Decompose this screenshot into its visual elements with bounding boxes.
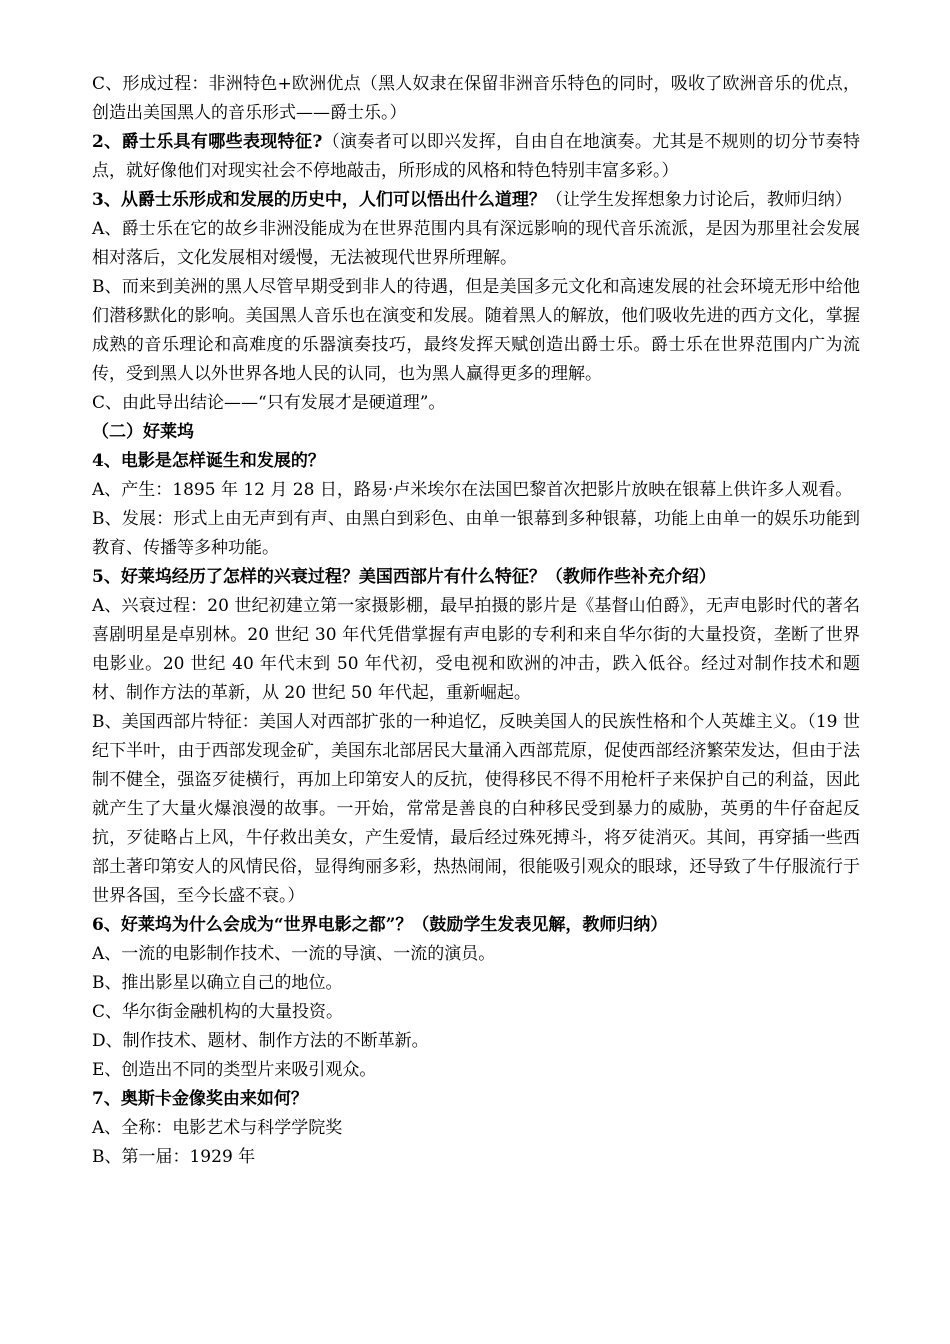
question-heading: 4、电影是怎样诞生和发展的？ <box>92 451 325 471</box>
list-item: E、创造出不同的类型片来吸引观众。 <box>92 1060 377 1080</box>
list-item: C、华尔街金融机构的大量投资。 <box>92 1002 344 1022</box>
paragraph-text: A、产生：1895 年 12 月 28 日，路易·卢米埃尔在法国巴黎首次把影片放映在银幕上供许多人观看。 <box>92 480 853 500</box>
list-item: D、制作技术、题材、制作方法的不断革新。 <box>92 1031 429 1051</box>
section-title: （二）好莱坞 <box>92 422 194 442</box>
paragraph-7a <box>92 1114 860 1143</box>
question-heading: 5、好莱坞经历了怎样的兴衰过程？美国西部片有什么特征？（教师作些补充介绍） <box>92 567 716 587</box>
list-item: A、一流的电影制作技术、一流的导演、一流的演员。 <box>92 944 496 964</box>
question-answer: （演奏者可以即兴发挥，自由自在地演奏。尤其是不规则的切分节奏特点，就好像他们对现实社会不停地敲击，所形成的风格和特色特别丰富多彩。） <box>92 132 860 181</box>
paragraph-6d <box>92 1027 860 1056</box>
paragraph-6e <box>92 1056 860 1085</box>
section-heading-hollywood <box>92 418 860 447</box>
paragraph-3c <box>92 389 860 418</box>
question-answer: （让学生发挥想象力讨论后，教师归纳） <box>545 190 852 210</box>
paragraph-5b <box>92 708 860 911</box>
paragraph-6a <box>92 940 860 969</box>
paragraph-text: A、兴衰过程：20 世纪初建立第一家摄影棚，最早拍摄的影片是《基督山伯爵》，无声电影时代的著名喜剧明星是卓别林。20 世纪 30 年代凭借掌握有声电影的专利和来自华尔街的大量投资，垄断了世界电影业。20 世纪 40 年代末到 50 年代初，受电视和欧洲的冲击，跌入低谷。经过对制作技术和题材、制作方法的革新，从 20 世纪 50 年代起，重新崛起。 <box>92 596 860 703</box>
paragraph-4b <box>92 505 860 563</box>
paragraph-text: A、爵士乐在它的故乡非洲没能成为在世界范围内具有深远影响的现代音乐流派，是因为那里社会发展相对落后，文化发展相对缓慢，无法被现代世界所理解。 <box>92 219 860 268</box>
document-page <box>92 70 860 1172</box>
question-3 <box>92 186 860 215</box>
question-4 <box>92 447 860 476</box>
question-5 <box>92 563 860 592</box>
paragraph-text: B、发展：形式上由无声到有声、由黑白到彩色、由单一银幕到多种银幕，功能上由单一的娱乐功能到教育、传播等多种功能。 <box>92 509 860 558</box>
paragraph-text: C、形成过程：非洲特色+欧洲优点（黑人奴隶在保留非洲音乐特色的同时，吸收了欧洲音乐的优点，创造出美国黑人的音乐形式——爵士乐。） <box>92 74 860 123</box>
question-2 <box>92 128 860 186</box>
list-item: B、推出影星以确立自己的地位。 <box>92 973 343 993</box>
paragraph-3b <box>92 273 860 389</box>
paragraph-3a <box>92 215 860 273</box>
paragraph-5a <box>92 592 860 708</box>
paragraph-7b <box>92 1143 860 1172</box>
paragraph-text: C、由此导出结论——“只有发展才是硬道理”。 <box>92 393 446 413</box>
list-item: B、第一届：1929 年 <box>92 1147 256 1167</box>
paragraph-text: B、美国西部片特征：美国人对西部扩张的一种追忆，反映美国人的民族性格和个人英雄主义。（19 世纪下半叶，由于西部发现金矿，美国东北部居民大量涌入西部荒原，促使西部经济繁荣发达，但由于法制不健全，强盗歹徒横行，再加上印第安人的反抗，使得移民不得不用枪杆子来保护自己的利益，因此就产生了大量火爆浪漫的故事。一开始，常常是善良的白种移民受到暴力的威胁，英勇的牛仔奋起反抗，歹徒略占上风，牛仔救出美女，产生爱情，最后经过殊死搏斗，将歹徒消灭。其间，再穿插一些西部土著印第安人的风情民俗，显得绚丽多彩，热热闹闹，很能吸引观众的眼球，还导致了牛仔服流行于世界各国，至今长盛不衰。） <box>92 712 860 906</box>
paragraph-text: B、而来到美洲的黑人尽管早期受到非人的待遇，但是美国多元文化和高速发展的社会环境无形中给他们潜移默化的影响。美国黑人音乐也在演变和发展。随着黑人的解放，他们吸收先进的西方文化，掌握成熟的音乐理论和高难度的乐器演奏技巧，最终发挥天赋创造出爵士乐。爵士乐在世界范围内广为流传，受到黑人以外世界各地人民的认同，也为黑人赢得更多的理解。 <box>92 277 860 384</box>
paragraph-6b <box>92 969 860 998</box>
list-item: A、全称：电影艺术与科学学院奖 <box>92 1118 343 1138</box>
question-heading: 2、爵士乐具有哪些表现特征? <box>92 132 323 152</box>
question-6 <box>92 911 860 940</box>
paragraph-4a <box>92 476 860 505</box>
question-heading: 6、好莱坞为什么会成为“世界电影之都”？（鼓励学生发表见解，教师归纳） <box>92 915 668 935</box>
question-heading: 3、从爵士乐形成和发展的历史中，人们可以悟出什么道理？ <box>92 190 546 210</box>
paragraph-c-formation <box>92 70 860 128</box>
paragraph-6c <box>92 998 860 1027</box>
question-7 <box>92 1085 860 1114</box>
question-heading: 7、奥斯卡金像奖由来如何？ <box>92 1089 308 1109</box>
